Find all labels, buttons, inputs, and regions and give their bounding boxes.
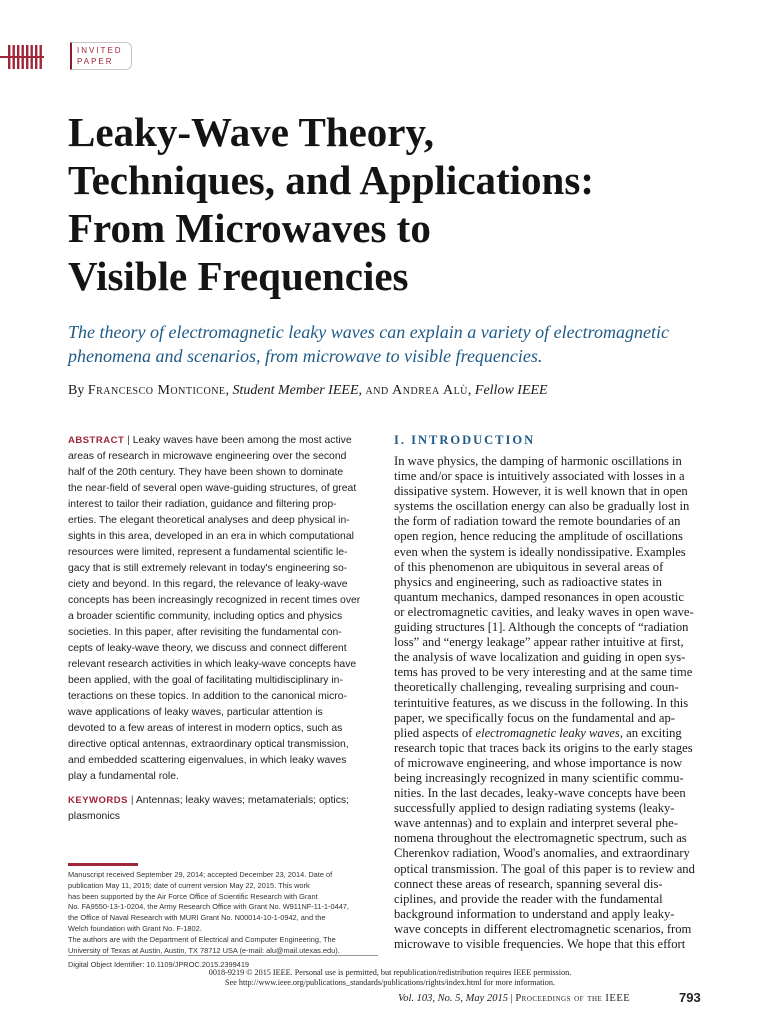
- doi-identifier[interactable]: Digital Object Identifier: 10.1109/JPROC.2015.2399419: [68, 960, 250, 969]
- keywords-text: Antennas; leaky waves; metamaterials; optics;: [135, 795, 349, 806]
- body-line: terintuitive features, as we discuss in the following. In this: [394, 695, 689, 710]
- abstract-line: erties. The elegant theoretical analyses and deep physical in-: [68, 515, 350, 526]
- body-line: physics and engineering, such as radioactive states in: [394, 574, 662, 589]
- subtitle-line: phenomena and scenarios, from microwave to visible frequencies.: [68, 346, 543, 366]
- invited-paper-stripes-icon: [0, 44, 44, 70]
- body-text: , an exciting: [619, 725, 682, 740]
- abstract-line: play a fundamental role.: [68, 771, 179, 782]
- body-emphasis: electromagnetic leaky waves: [475, 725, 620, 740]
- abstract-text: Leaky waves have been among the most active: [132, 435, 352, 446]
- copyright-line: See http://www.ieee.org/publications_standards/publications/rights/index.html for more information.: [225, 978, 555, 987]
- body-line: guiding structures [1]. Although the concepts of “radiation: [394, 620, 689, 635]
- body-line: In wave physics, the damping of harmonic oscillations in: [394, 454, 682, 468]
- body-line: theoretically challenging, revealing surprising and coun-: [394, 680, 679, 695]
- journal-name: Proceedings of the IEEE: [515, 993, 631, 1004]
- abstract-line: societies. In this paper, after revisiting the fundamental con-: [68, 627, 342, 638]
- body-line: loss” and “energy leakage” appear rather intuitive at first,: [394, 635, 684, 650]
- body-line: of this phenomenon are ubiquitous in several areas of: [394, 559, 664, 574]
- abstract-line: [68, 433, 378, 449]
- body-line: background information to understand and apply leaky-: [394, 906, 675, 921]
- footnote-line: University of Texas at Austin, Austin, TX 78712 USA (e-mail: alu@mail.utexas.edu).: [68, 945, 340, 955]
- abstract-line: a broader scientific community, including optics and physics: [68, 611, 343, 622]
- abstract: [68, 433, 378, 785]
- body-line: research topic that traces back its origins to the early stages: [394, 740, 693, 755]
- abstract-line: devoted to a few areas of interest in modern optics, such as: [68, 723, 343, 734]
- section-number: I.: [394, 433, 406, 447]
- body-text: plied aspects of: [394, 725, 473, 740]
- introduction-body: [394, 454, 702, 952]
- title-line: Leaky-Wave Theory,: [68, 109, 434, 155]
- body-line: or electromagnetic cavities, and leaky waves in open wave-: [394, 604, 694, 619]
- abstract-line: ciety and beyond. In this regard, the relevance of leaky-wave: [68, 579, 348, 590]
- abstract-line: the near-field of several open wave-guiding structures, of great: [68, 483, 357, 494]
- title-line: Visible Frequencies: [68, 253, 409, 299]
- byline-by: By: [68, 383, 85, 398]
- body-line: of microwave engineering, and whose importance is now: [394, 755, 683, 770]
- body-line: quantum mechanics, damped resonances in open acoustic: [394, 589, 684, 604]
- body-line: the form of radiation toward the remote boundaries of an: [394, 514, 681, 529]
- abstract-line: half of the 20th century. They have been shown to dominate: [68, 467, 344, 478]
- abstract-line: wave applications of leaky waves, particular attention is: [68, 707, 323, 718]
- body-line: ciplines, and provide the reader with the fundamental: [394, 891, 663, 906]
- footnote-line: The authors are with the Department of Electrical and Computer Engineering, The: [68, 934, 336, 944]
- abstract-line: gacy that is still extremely relevant in today's engineering so-: [68, 563, 348, 574]
- body-line: nities. In the last decades, leaky-wave concepts have been: [394, 786, 686, 801]
- badge-line-paper: PAPER: [77, 57, 114, 66]
- section-heading: [394, 433, 535, 448]
- footnote-line: Welch foundation with Grant No. F-1802.: [68, 923, 202, 933]
- abstract-line: cepts of leaky-wave theory, we discuss and connect different: [68, 643, 347, 654]
- body-line: wave antennas) and to explain and interpret several phe-: [394, 816, 678, 831]
- body-line: successfully applied to design radiating systems (leaky-: [394, 801, 675, 816]
- body-line: dissipative system. However, it is well known that in open: [394, 484, 688, 499]
- keywords-line: [68, 793, 378, 809]
- abstract-line: and embedded scattering eigenvalues, in which leaky waves: [68, 755, 347, 766]
- paper-subtitle: [68, 320, 718, 368]
- journal-footer: [398, 993, 630, 1004]
- doi-rule: [68, 955, 378, 956]
- keywords-line: plasmonics: [68, 811, 120, 822]
- body-line: paper, we specifically focus on the fundamental and ap-: [394, 710, 675, 725]
- footnote-line: has been supported by the Air Force Office of Scientific Research with Grant: [68, 891, 318, 901]
- body-line: being increasingly recognized in many scientific commu-: [394, 770, 684, 785]
- title-line: Techniques, and Applications:: [68, 157, 594, 203]
- body-line: microwave to visible frequencies. We hope that this effort: [394, 937, 686, 951]
- body-line: nomena throughout the electromagnetic spectrum, such as: [394, 831, 687, 846]
- keywords-label: KEYWORDS: [68, 795, 128, 806]
- body-line: open region, hence reducing the amplitude of oscillations: [394, 529, 683, 544]
- abstract-line: relevant research activities in which leaky-wave concepts have: [68, 659, 357, 670]
- footnote-rule: [68, 863, 138, 866]
- title-line: From Microwaves to: [68, 205, 431, 251]
- footnote-line: Manuscript received September 29, 2014; accepted December 23, 2014. Date of: [68, 870, 333, 879]
- copyright-notice: [80, 968, 700, 988]
- journal-separator: |: [510, 993, 513, 1004]
- keywords: [68, 793, 378, 825]
- copyright-line: 0018-9219 © 2015 IEEE. Personal use is permitted, but republication/redistribution requires IEEE permission.: [208, 968, 572, 977]
- page-number: 793: [679, 990, 701, 1005]
- body-line: optical transmission. The goal of this paper is to review and: [394, 861, 695, 876]
- abstract-separator: |: [127, 435, 130, 446]
- footnote-line: publication May 11, 2015; date of current version May 22, 2015. This work: [68, 880, 310, 890]
- body-line: systems the oscillation energy can also be gradually lost in: [394, 499, 690, 514]
- body-line: time and/or space is intuitively associated with losses in a: [394, 469, 685, 484]
- body-line: even when the system is ideally nondissipative. Examples: [394, 544, 686, 559]
- section-title: INTRODUCTION: [411, 433, 536, 447]
- paper-title: [68, 108, 708, 300]
- footnote-line: the Office of Naval Research with MURI Grant No. N00014-10-1-0942, and the: [68, 913, 326, 923]
- keywords-separator: |: [130, 795, 134, 806]
- abstract-line: been applied, with the goal of facilitating multidisciplinary in-: [68, 675, 343, 686]
- body-line: wave concepts in different electromagnetic scenarios, from: [394, 921, 692, 936]
- footnote-line: No. FA9550-13-1-0204, the Army Research Office with Grant No. W911NF-11-1-0447,: [68, 902, 349, 912]
- author-name: Francesco Monticone: [87, 383, 226, 398]
- abstract-line: resources were limited, represent a fundamental scientific le-: [68, 547, 348, 558]
- footnote: [68, 870, 378, 956]
- body-line: the analysis of wave localization and guiding in open sys-: [394, 650, 686, 665]
- author-membership: Fellow IEEE: [474, 383, 548, 398]
- journal-issue: Vol. 103, No. 5, May 2015: [398, 993, 508, 1004]
- abstract-line: concepts has been increasingly recognized in recent times over: [68, 595, 361, 606]
- abstract-line: sights in this area, developed in an era in which computational: [68, 531, 354, 542]
- abstract-line: interest to tailor their radiation, guidance and filtering prop-: [68, 499, 337, 510]
- body-line: Cherenkov radiation, Wood's anomalies, and extraordinary: [394, 846, 690, 861]
- abstract-line: areas of research in microwave engineering over the second: [68, 451, 347, 462]
- abstract-label: ABSTRACT: [68, 435, 125, 446]
- invited-paper-badge: [70, 42, 132, 70]
- author-byline: By Francesco Monticone, Student Member IEEE, and Andrea Alù, Fellow IEEE: [68, 383, 548, 398]
- body-line: connect these areas of research, spanning several dis-: [394, 876, 663, 891]
- author-membership: Student Member IEEE: [232, 383, 359, 398]
- abstract-line: teractions on these topics. In addition to the canonical micro-: [68, 691, 347, 702]
- byline-and: and: [365, 383, 389, 398]
- abstract-line: directive optical antennas, extraordinary optical transmission,: [68, 739, 349, 750]
- author-name: Andrea Alù: [392, 383, 468, 398]
- body-line: [394, 726, 702, 741]
- body-line: tems has proved to be very interesting and at the same time: [394, 665, 693, 680]
- subtitle-line: The theory of electromagnetic leaky waves can explain a variety of electromagnetic: [68, 322, 669, 342]
- badge-line-invited: INVITED: [77, 46, 123, 55]
